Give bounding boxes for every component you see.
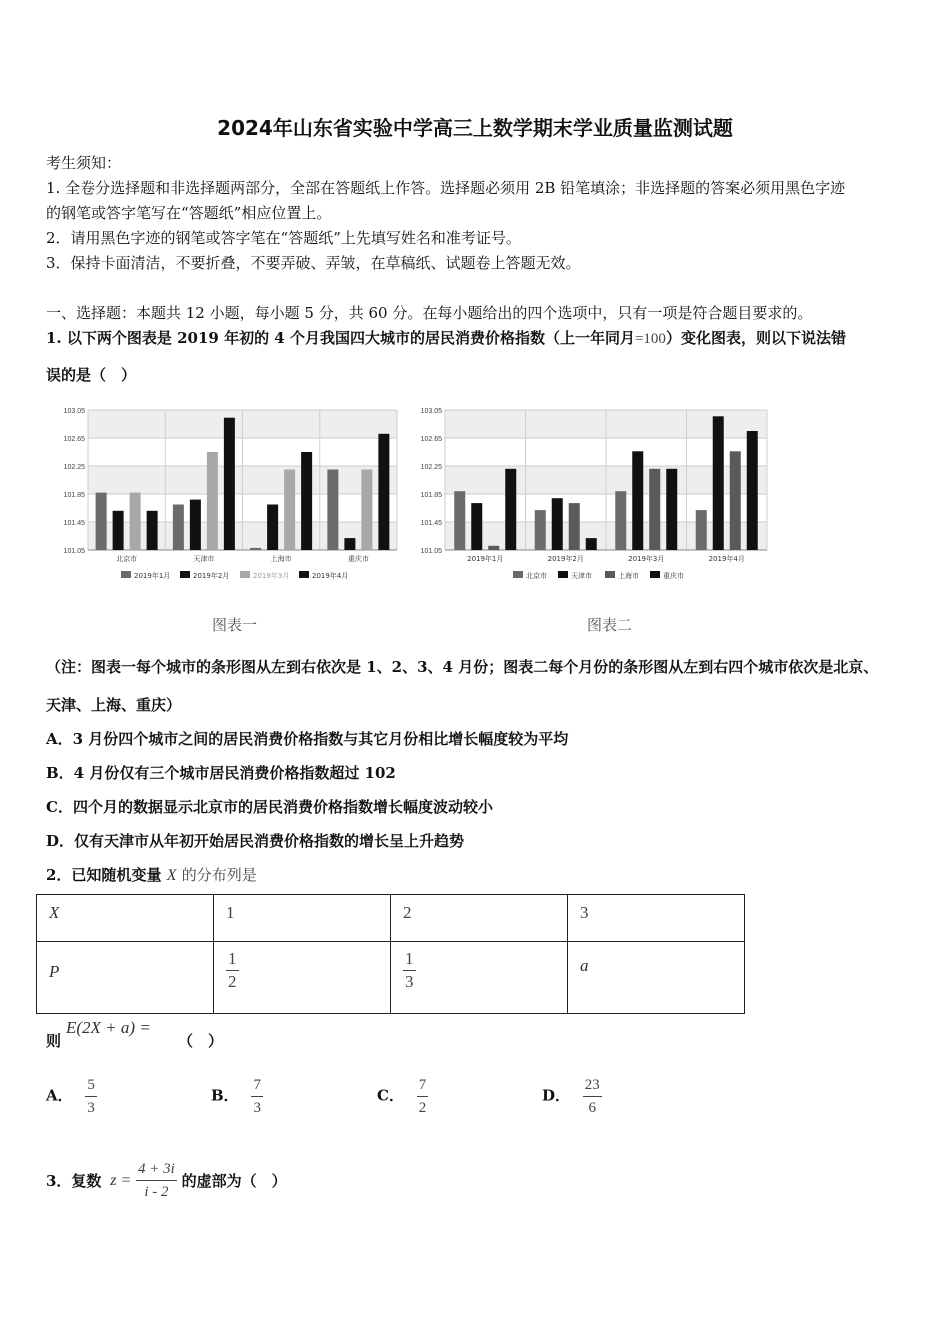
legend-swatch xyxy=(240,571,250,578)
question-2-option-c[interactable]: C． $\frac{7}{2}$ xyxy=(377,1074,428,1119)
notice-heading: 考生须知： xyxy=(46,154,122,172)
table-cell: 2 xyxy=(403,903,412,922)
legend-label: 上海市 xyxy=(618,572,639,580)
chart-two xyxy=(412,402,774,588)
question-1-option-a[interactable]: A．3 月份四个城市之间的居民消费价格指数与其它月份相比增长幅度较为平均 xyxy=(46,730,569,748)
legend-swatch xyxy=(605,571,615,578)
bar xyxy=(454,491,465,550)
bar xyxy=(147,511,158,550)
question-3-stem xyxy=(46,1158,287,1203)
legend-swatch xyxy=(180,571,190,578)
bar xyxy=(713,416,724,550)
bar xyxy=(586,538,597,550)
y-tick-label: 101.85 xyxy=(63,492,85,499)
question-2-expectation: E(2X + a) = xyxy=(66,1018,151,1037)
x-tick-label: 上海市 xyxy=(270,555,292,563)
notice-item: 2．请用黑色字迹的钢笔或答字笔在“答题纸”上先填写姓名和准考证号。 xyxy=(46,229,521,247)
question-1-stem xyxy=(46,327,846,348)
y-tick-label: 102.25 xyxy=(420,464,442,471)
notice-item: 的钢笔或答字笔写在“答题纸”相应位置上。 xyxy=(46,204,332,222)
bar xyxy=(327,470,338,551)
question-2-ask-paren: （ ） xyxy=(178,1032,224,1050)
question-3-stem-a: 3．复数 xyxy=(46,1172,102,1190)
bar xyxy=(615,491,626,550)
bar xyxy=(361,470,372,551)
x-tick-label: 2019年4月 xyxy=(708,555,745,563)
y-tick-label: 101.05 xyxy=(420,548,442,555)
bar xyxy=(284,470,295,551)
legend-label: 2019年4月 xyxy=(312,572,349,580)
x-tick-label: 天津市 xyxy=(193,555,215,563)
legend-swatch xyxy=(121,571,131,578)
bar xyxy=(747,431,758,550)
question-3-z: z = xyxy=(110,1171,132,1189)
bar xyxy=(488,546,499,550)
notice-item: 1. 全卷分选择题和非选择题两部分，全部在答题纸上作答。选择题必须用 2B 铅笔填涂；非选择题的答案必须用黑色字迹 xyxy=(46,179,846,197)
question-2-option-d[interactable]: D． $\frac{23}{6}$ xyxy=(542,1074,602,1119)
legend-swatch xyxy=(299,571,309,578)
bar xyxy=(224,418,235,550)
y-tick-label: 102.25 xyxy=(63,464,85,471)
legend-label: 2019年3月 xyxy=(253,572,290,580)
bar xyxy=(173,505,184,551)
table-cell: 3 xyxy=(580,903,589,922)
x-tick-label: 2019年2月 xyxy=(547,555,584,563)
question-2-stem-a: 2．已知随机变量 xyxy=(46,866,162,884)
page-title: 2024年山东省实验中学高三上数学期末学业质量监测试题 xyxy=(217,116,733,140)
bar xyxy=(130,493,141,550)
bar xyxy=(696,510,707,550)
bar xyxy=(632,451,643,550)
y-tick-label: 102.65 xyxy=(63,436,85,443)
bar xyxy=(552,498,563,550)
bar xyxy=(505,469,516,550)
legend-label: 重庆市 xyxy=(663,572,684,580)
legend-label: 2019年2月 xyxy=(193,572,230,580)
question-2-ask-label: 则 xyxy=(46,1032,62,1050)
bar xyxy=(301,452,312,550)
y-tick-label: 102.65 xyxy=(420,436,442,443)
question-1-note-b: 天津、上海、重庆） xyxy=(46,696,182,714)
bar xyxy=(344,538,355,550)
question-1-option-c[interactable]: C．四个月的数据显示北京市的居民消费价格指数增长幅度波动较小 xyxy=(46,798,493,816)
bar xyxy=(535,510,546,550)
question-1-option-b[interactable]: B．4 月份仅有三个城市居民消费价格指数超过 102 xyxy=(46,764,396,782)
question-1-option-d[interactable]: D．仅有天津市从年初开始居民消费价格指数的增长呈上升趋势 xyxy=(46,832,465,850)
question-1-stem-math: =100 xyxy=(634,331,666,347)
y-tick-label: 103.05 xyxy=(420,408,442,415)
bar xyxy=(471,503,482,550)
bar xyxy=(730,451,741,550)
question-3-fraction: $\frac{4 + 3i}{i - 2}$ xyxy=(136,1158,177,1203)
question-1-stem-b: ）变化图表，则以下说法错 xyxy=(665,329,846,347)
bar xyxy=(569,503,580,550)
bar xyxy=(267,505,278,551)
x-tick-label: 2019年3月 xyxy=(628,555,665,563)
table-cell-x: X xyxy=(49,903,60,922)
y-tick-label: 101.45 xyxy=(420,520,442,527)
bar xyxy=(666,469,677,550)
bar xyxy=(96,493,107,550)
question-3-stem-b: 的虚部为（ ） xyxy=(181,1172,287,1190)
y-tick-label: 103.05 xyxy=(63,408,85,415)
question-1-stem-c: 误的是（ ） xyxy=(46,366,137,384)
legend-label: 北京市 xyxy=(526,572,547,580)
chart-one-caption: 图表一 xyxy=(212,616,258,634)
legend-label: 天津市 xyxy=(571,572,592,580)
question-2-variable: X xyxy=(166,867,177,884)
question-1-stem-a: 1. 以下两个图表是 2019 年初的 4 个月我国四大城市的居民消费价格指数（上一年同月 xyxy=(46,329,635,347)
x-tick-label: 北京市 xyxy=(116,555,138,563)
table-cell-a: a xyxy=(580,956,589,975)
table-cell: 1 xyxy=(226,903,235,922)
question-2-stem-b: 的分布列是 xyxy=(181,866,257,884)
notice-item: 3．保持卡面清洁，不要折叠，不要弄破、弄皱，在草稿纸、试题卷上答题无效。 xyxy=(46,254,581,272)
bar xyxy=(649,469,660,550)
question-1-note: （注：图表一每个城市的条形图从左到右依次是 1、2、3、4 月份；图表二每个月份的条形图从左到右四个城市依次是北京、 xyxy=(46,658,879,676)
legend-label: 2019年1月 xyxy=(134,572,171,580)
y-tick-label: 101.85 xyxy=(420,492,442,499)
y-tick-label: 101.45 xyxy=(63,520,85,527)
section-heading: 一、选择题：本题共 12 小题，每小题 5 分，共 60 分。在每小题给出的四个选项中，只有一项是符合题目要求的。 xyxy=(46,304,813,322)
chart-one xyxy=(52,402,404,588)
question-2-option-b[interactable]: B． $\frac{7}{3}$ xyxy=(211,1074,263,1119)
legend-swatch xyxy=(650,571,660,578)
question-2-stem xyxy=(46,864,257,885)
bar xyxy=(113,511,124,550)
x-tick-label: 2019年1月 xyxy=(467,555,504,563)
chart-two-caption: 图表二 xyxy=(587,616,633,634)
bar xyxy=(250,548,261,550)
fraction-one-third: $\frac{1}{3}$ xyxy=(405,949,414,991)
y-tick-label: 101.05 xyxy=(63,548,85,555)
legend-swatch xyxy=(558,571,568,578)
question-2-option-a[interactable]: A． $\frac{5}{3}$ xyxy=(46,1074,97,1119)
x-tick-label: 重庆市 xyxy=(347,555,369,563)
fraction-one-half: $\frac{1}{2}$ xyxy=(228,949,237,991)
legend-swatch xyxy=(513,571,523,578)
distribution-table xyxy=(36,894,745,1014)
table-cell-p: P xyxy=(49,962,60,981)
bar xyxy=(190,500,201,550)
bar xyxy=(378,434,389,550)
bar xyxy=(207,452,218,550)
